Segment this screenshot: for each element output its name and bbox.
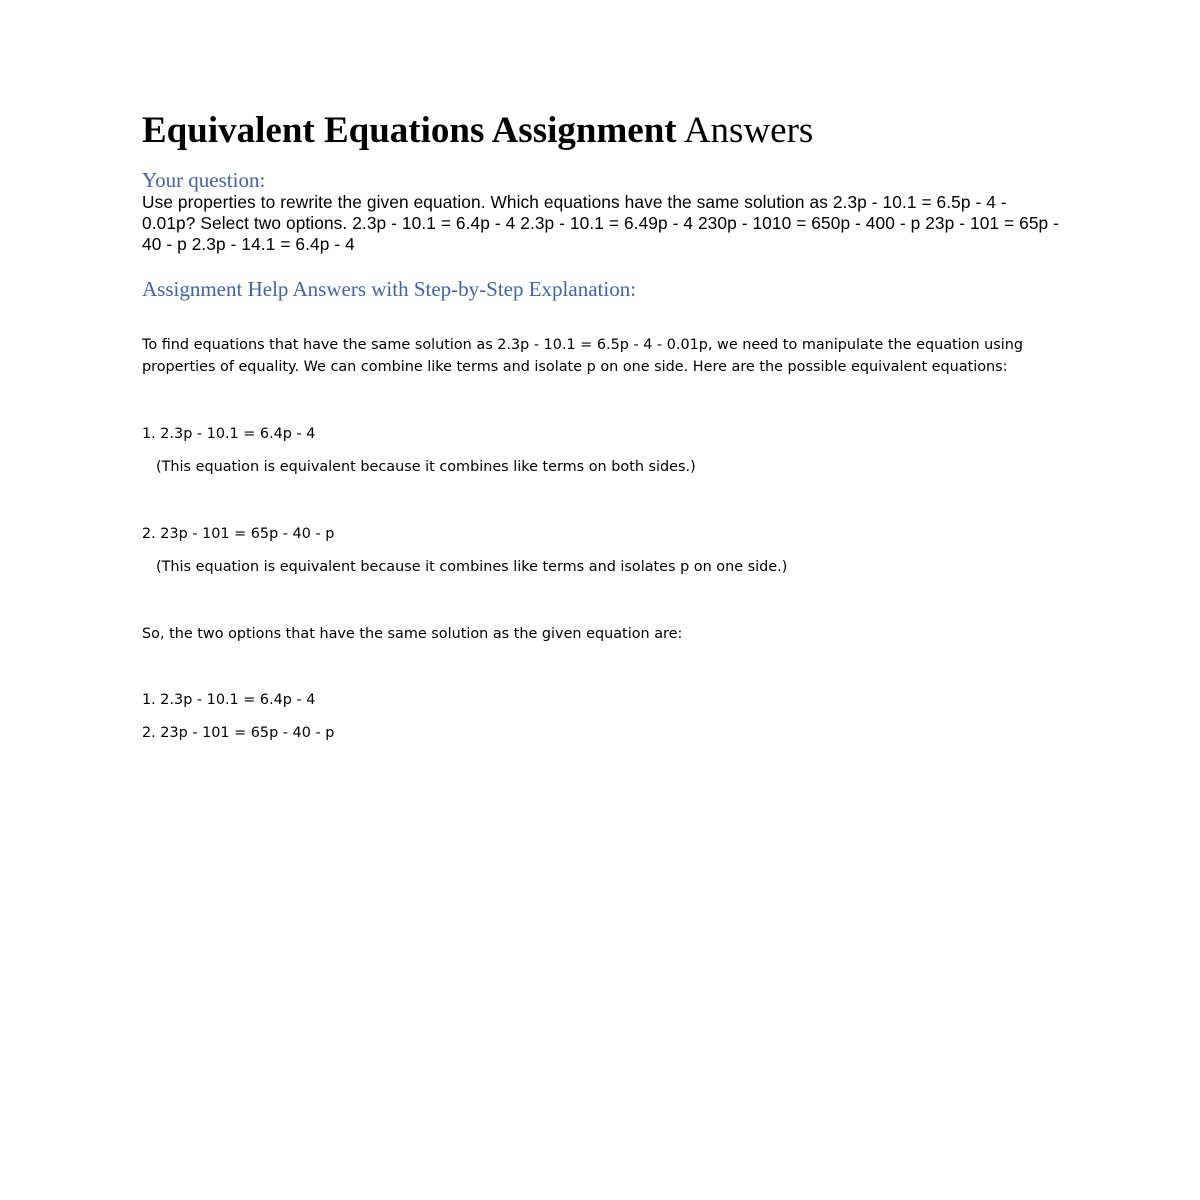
final-answer-2: 2. 23p - 101 = 65p - 40 - p <box>142 725 335 741</box>
answer-heading: Assignment Help Answers with Step-by-Step Explanation: <box>142 277 637 301</box>
answer-summary: So, the two options that have the same solution as the given equation are: <box>142 626 683 642</box>
question-text: Use properties to rewrite the given equation. Which equations have the same solution as 2.3p - 10.1 = 6.5p - 4 - 0.01p? Select two options. 2.3p - 10.1 = 6.4p - 4 2.3p - 10.1 = 6.49p - 4 230p - 1010 = 650p - 400 - p 23p - 101 = 65p - 40 - p 2.3p - 14.1 = 6.4p - 4 <box>142 192 1060 254</box>
final-answer-1: 1. 2.3p - 10.1 = 6.4p - 4 <box>142 691 316 708</box>
document-page <box>142 108 1062 745</box>
title-regular-part: Answers <box>683 110 814 151</box>
answer-intro: To find equations that have the same solution as 2.3p - 10.1 = 6.5p - 4 - 0.01p, we need to manipulate the equation using properties of equality. We can combine like terms and isolate p on one side. Here are the possible equivalent equations: <box>142 337 1024 375</box>
option-2: 2. 23p - 101 = 65p - 40 - p <box>142 526 335 542</box>
question-heading: Your question: <box>142 168 266 192</box>
option-2-explanation: (This equation is equivalent because it combines like terms and isolates p on one side.) <box>156 558 788 575</box>
document-title <box>142 108 1062 154</box>
option-1: 1. 2.3p - 10.1 = 6.4p - 4 <box>142 426 316 442</box>
option-1-explanation: (This equation is equivalent because it combines like terms on both sides.) <box>156 458 696 475</box>
title-bold-part: Equivalent Equations Assignment <box>142 110 677 151</box>
